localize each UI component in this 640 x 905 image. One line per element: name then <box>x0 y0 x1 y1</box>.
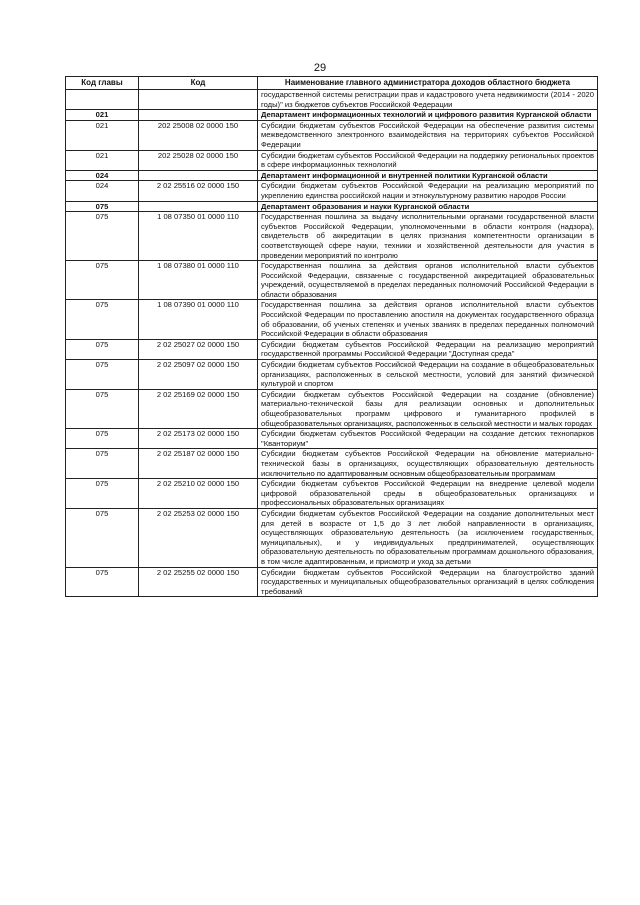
income-code-cell <box>139 201 258 212</box>
department-row <box>66 110 598 121</box>
administrator-name-cell: Субсидии бюджетам субъектов Российской Федерации на обновление материально-технической базы в организациях, осуществляющих образовательную деятельность исключительно по адаптированным основным общеобразовательным программам <box>258 449 598 479</box>
income-code-cell <box>139 170 258 181</box>
administrator-name-cell: Субсидии бюджетам субъектов Российской Федерации на реализацию мероприятий по укреплению единства российской нации и этнокультурному развитию народов России <box>258 181 598 201</box>
chapter-code-cell: 021 <box>66 150 139 170</box>
income-code-cell: 2 02 25516 02 0000 150 <box>139 181 258 201</box>
table-row <box>66 360 598 390</box>
chapter-code-cell: 075 <box>66 261 139 300</box>
income-code-cell: 202 25028 02 0000 150 <box>139 150 258 170</box>
table-row <box>66 479 598 509</box>
header-chapter-code: Код главы <box>66 77 139 90</box>
administrator-name-cell: государственной системы регистрации прав и кадастрового учета недвижимости (2014 - 2020 годы)" из бюджетов субъектов Российской Федерации <box>258 90 598 110</box>
chapter-code-cell: 075 <box>66 360 139 390</box>
chapter-code-cell: 075 <box>66 300 139 339</box>
table-row <box>66 261 598 300</box>
table-row <box>66 449 598 479</box>
table-row <box>66 429 598 449</box>
table-row <box>66 567 598 597</box>
income-code-cell: 202 25008 02 0000 150 <box>139 120 258 150</box>
administrator-name-cell: Государственная пошлина за выдачу исполнительными органами государственной власти субъектов Российской Федерации, уполномоченными в области контроля (надзора), свидетельств об аккредитации в целях признания компетентности организации в соответствующей сфере науки, техники и хозяйственной деятельности для участия в проведении мероприятий по контролю <box>258 212 598 261</box>
chapter-code-cell: 075 <box>66 479 139 509</box>
table-row <box>66 120 598 150</box>
table-row <box>66 181 598 201</box>
income-code-cell: 2 02 25255 02 0000 150 <box>139 567 258 597</box>
chapter-code-cell: 075 <box>66 567 139 597</box>
chapter-code-cell: 075 <box>66 201 139 212</box>
chapter-code-cell: 075 <box>66 429 139 449</box>
chapter-code-cell: 075 <box>66 508 139 567</box>
income-code-cell: 2 02 25210 02 0000 150 <box>139 479 258 509</box>
department-row <box>66 201 598 212</box>
administrator-name-cell: Субсидии бюджетам субъектов Российской Федерации на создание дополнительных мест для детей в возрасте от 1,5 до 3 лет любой направленности в организациях, осуществляющих образовательную деятельность (за исключением государственных, муниципальных), и у индивидуальных предпринимателей, осуществляющих образовательную деятельность по образовательным программам дошкольного образования, в том числе адаптированным, и присмотр и уход за детьми <box>258 508 598 567</box>
administrator-name-cell: Субсидии бюджетам субъектов Российской Федерации на создание в общеобразовательных организациях, расположенных в сельской местности, условий для занятий физической культурой и спортом <box>258 360 598 390</box>
administrator-name-cell: Субсидии бюджетам субъектов Российской Федерации на реализацию мероприятий государственной программы Российской Федерации "Доступная среда" <box>258 339 598 359</box>
administrator-name-cell: Субсидии бюджетам субъектов Российской Федерации на создание детских технопарков "Кванториум" <box>258 429 598 449</box>
income-code-cell: 2 02 25027 02 0000 150 <box>139 339 258 359</box>
chapter-code-cell: 075 <box>66 449 139 479</box>
table-row <box>66 339 598 359</box>
administrator-name-cell: Департамент образования и науки Курганской области <box>258 201 598 212</box>
administrator-name-cell: Департамент информационных технологий и цифрового развития Курганской области <box>258 110 598 121</box>
chapter-code-cell: 021 <box>66 110 139 121</box>
income-code-cell: 1 08 07380 01 0000 110 <box>139 261 258 300</box>
income-code-cell: 2 02 25187 02 0000 150 <box>139 449 258 479</box>
income-code-cell <box>139 90 258 110</box>
administrator-name-cell: Государственная пошлина за действия органов исполнительной власти субъектов Российской Федерации, связанные с государственной аккредитацией образовательных учреждений, осуществляемой в пределах переданных полномочий Российской Федерации в области образования <box>258 261 598 300</box>
income-code-cell: 2 02 25097 02 0000 150 <box>139 360 258 390</box>
header-code: Код <box>139 77 258 90</box>
income-code-cell: 1 08 07390 01 0000 110 <box>139 300 258 339</box>
chapter-code-cell <box>66 90 139 110</box>
income-code-cell: 2 02 25173 02 0000 150 <box>139 429 258 449</box>
table-row <box>66 508 598 567</box>
chapter-code-cell: 024 <box>66 181 139 201</box>
income-code-cell: 1 08 07350 01 0000 110 <box>139 212 258 261</box>
table-row <box>66 150 598 170</box>
table-row <box>66 300 598 339</box>
chapter-code-cell: 075 <box>66 212 139 261</box>
administrator-name-cell: Государственная пошлина за действия органов исполнительной власти субъектов Российской Федерации по проставлению апостиля на документах государственного образца об образовании, об ученых степенях и ученых званиях в пределах переданных полномочий Российской Федерации в области образования <box>258 300 598 339</box>
page-number: 29 <box>313 62 327 74</box>
administrator-name-cell: Субсидии бюджетам субъектов Российской Федерации на поддержку региональных проектов в сфере информационных технологий <box>258 150 598 170</box>
chapter-code-cell: 075 <box>66 339 139 359</box>
chapter-code-cell: 075 <box>66 389 139 428</box>
administrator-name-cell: Департамент информационной и внутренней политики Курганской области <box>258 170 598 181</box>
chapter-code-cell: 021 <box>66 120 139 150</box>
chapter-code-cell: 024 <box>66 170 139 181</box>
table-row <box>66 389 598 428</box>
header-administrator-name: Наименование главного администратора доходов областного бюджета <box>258 77 598 90</box>
table-row <box>66 212 598 261</box>
administrator-name-cell: Субсидии бюджетам субъектов Российской Федерации на благоустройство зданий государственных и муниципальных общеобразовательных организаций в целях соблюдения требований <box>258 567 598 597</box>
income-code-cell: 2 02 25169 02 0000 150 <box>139 389 258 428</box>
administrator-name-cell: Субсидии бюджетам субъектов Российской Федерации на создание (обновление) материально-технической базы для реализации основных и дополнительных общеобразовательных программ цифрового и гуманитарного профилей в общеобразовательных организациях, расположенных в сельской местности и малых городах <box>258 389 598 428</box>
administrator-name-cell: Субсидии бюджетам субъектов Российской Федерации на обеспечение развития системы межведомственного электронного взаимодействия на территориях субъектов Российской Федерации <box>258 120 598 150</box>
department-row <box>66 170 598 181</box>
income-code-cell <box>139 110 258 121</box>
table-row <box>66 90 598 110</box>
revenue-administrators-table <box>65 76 598 597</box>
table-header-row <box>66 77 598 90</box>
administrator-name-cell: Субсидии бюджетам субъектов Российской Федерации на внедрение целевой модели цифровой образовательной среды в общеобразовательных организациях и профессиональных образовательных организациях <box>258 479 598 509</box>
income-code-cell: 2 02 25253 02 0000 150 <box>139 508 258 567</box>
